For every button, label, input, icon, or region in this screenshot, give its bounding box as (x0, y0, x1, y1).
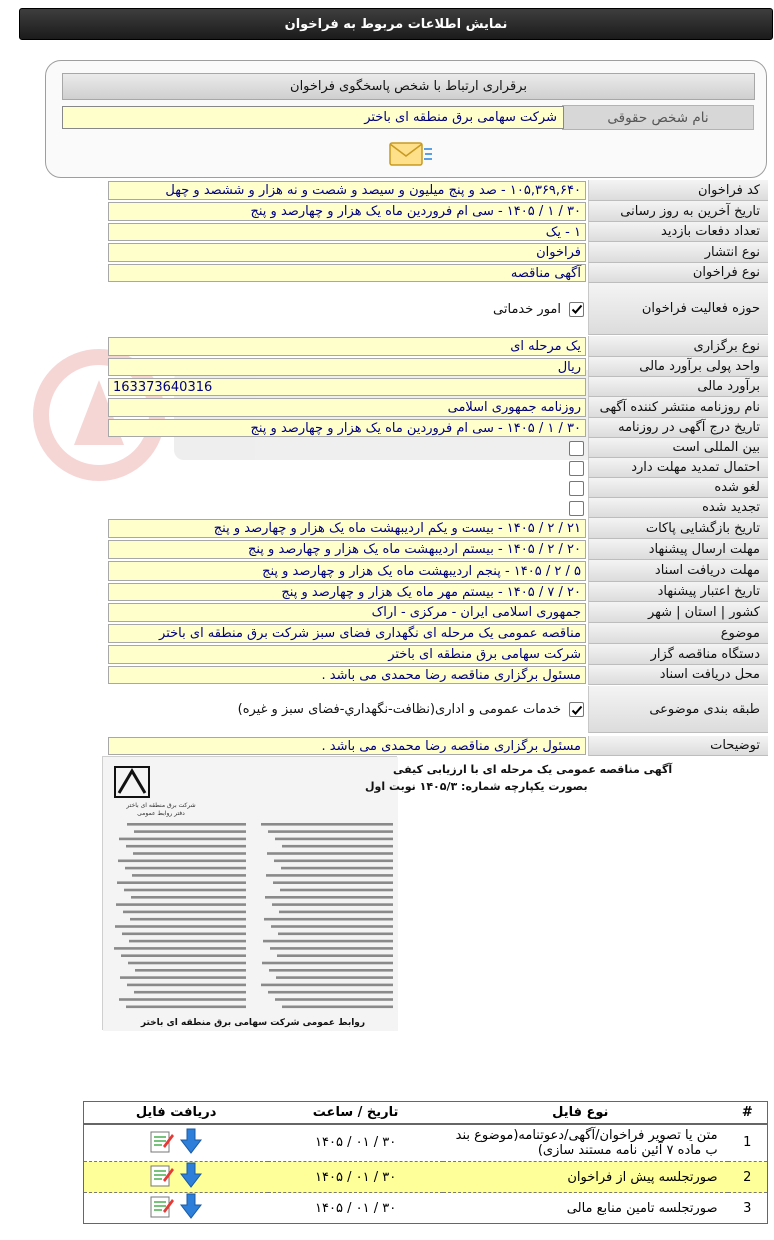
label-notes: توضیحات (588, 736, 768, 756)
label-submit-deadline: مهلت ارسال پیشنهاد (588, 539, 768, 560)
label-newspaper: نام روزنامه منتشر کننده آگهی (588, 397, 768, 418)
label-estimate: برآورد مالی (588, 377, 768, 397)
files-table (83, 1101, 768, 1224)
col-num: # (728, 1102, 768, 1124)
value-publish-type: فراخوان (108, 243, 586, 262)
edit-document-icon[interactable] (149, 1193, 175, 1219)
row-doc-deadline (108, 560, 768, 582)
ad-text-line (278, 933, 393, 936)
row-type: صورتجلسه پیش از فراخوان (443, 1162, 728, 1193)
ad-text-line (126, 845, 246, 848)
ad-text-line (128, 962, 246, 965)
value-news-date: ۳۰ / ۱ / ۱۴۰۵ - سی ام فروردین ماه یک هزار و چهارصد و پنج (108, 419, 586, 437)
ad-text-line (130, 918, 246, 921)
ad-text-line (261, 823, 393, 826)
ad-text-line (135, 969, 246, 972)
ad-text-line (116, 903, 246, 906)
label-cancelled: لغو شده (588, 478, 768, 498)
ad-text-line (281, 867, 393, 870)
value-organizer: شرکت سهامی برق منطقه ای باختر (108, 645, 586, 664)
ad-text-line (133, 852, 246, 855)
row-activity (108, 283, 768, 335)
row-publish-type (108, 242, 768, 263)
download-arrow-icon[interactable] (179, 1128, 203, 1154)
international-option (108, 438, 586, 458)
activity-value: امور خدماتی (493, 301, 561, 317)
label-extension: احتمال تمدید مهلت دارد (588, 458, 768, 478)
ad-text-line (266, 874, 393, 877)
row-download (84, 1124, 269, 1162)
extension-option (108, 458, 586, 478)
edit-document-icon[interactable] (149, 1128, 175, 1154)
value-subject: مناقصه عمومی یک مرحله ای نگهداری فضای سبز شرکت برق منطقه ای باختر (108, 624, 586, 643)
category-checkbox[interactable] (569, 702, 584, 717)
value-doc-deadline: ۵ / ۲ / ۱۴۰۵ - پنجم اردیبهشت ماه یک هزار و چهارصد و پنج (108, 561, 586, 581)
ad-text-line (262, 962, 393, 965)
ad-text-line (272, 903, 393, 906)
page-title: نمایش اطلاعات مربوط به فراخوان (284, 16, 508, 32)
ad-title-2: بصورت یکپارچه شماره: ۱۴۰۵/۳ نوبت اول (365, 780, 588, 793)
value-call-type: آگهی مناقصه (108, 264, 586, 282)
value-location: جمهوری اسلامی ایران - مرکزی - اراک (108, 603, 586, 622)
row-num: 3 (728, 1193, 768, 1224)
label-organizer: دستگاه مناقصه گزار (588, 644, 768, 665)
ad-text-line (120, 976, 246, 979)
international-checkbox[interactable] (569, 441, 584, 456)
download-arrow-icon[interactable] (179, 1193, 203, 1219)
ad-text-line (268, 991, 393, 994)
table-row (84, 1162, 768, 1193)
value-currency: ریال (108, 358, 586, 376)
value-notes: مسئول برگزاری مناقصه رضا محمدی می باشد . (108, 737, 586, 755)
label-renewed: تجدید شده (588, 498, 768, 518)
ad-text-line (282, 845, 393, 848)
row-date: ۳۰ / ۰۱ / ۱۴۰۵ (268, 1162, 443, 1193)
contact-panel (45, 60, 767, 178)
ad-text-line (276, 976, 393, 979)
row-submit-deadline (108, 539, 768, 560)
ad-text-line (132, 874, 246, 877)
ad-text-line (263, 940, 393, 943)
row-extension (108, 458, 768, 478)
check-icon (571, 303, 583, 315)
value-open-date: ۲۱ / ۲ / ۱۴۰۵ - بیست و یکم اردیبهشت ماه یک هزار و چهارصد و پنج (108, 519, 586, 538)
ad-text-line (131, 896, 246, 899)
label-holding-type: نوع برگزاری (588, 336, 768, 357)
row-visits (108, 222, 768, 242)
files-header-row (84, 1102, 768, 1124)
activity-checkbox[interactable] (569, 302, 584, 317)
ad-text-line (119, 838, 246, 841)
ad-text-line (282, 1006, 393, 1009)
ad-text-line (270, 947, 393, 950)
page-header (19, 8, 773, 40)
legal-person-value: شرکت سهامی برق منطقه ای باختر (62, 106, 564, 129)
ad-text-line (121, 954, 246, 957)
col-download: دریافت فایل (84, 1102, 269, 1124)
label-doc-place: محل دریافت اسناد (588, 665, 768, 685)
row-type: صورتجلسه تامین منابع مالی (443, 1193, 728, 1224)
value-holding-type: یک مرحله ای (108, 337, 586, 356)
row-location (108, 602, 768, 623)
label-doc-deadline: مهلت دریافت اسناد (588, 560, 768, 582)
edit-document-icon[interactable] (149, 1162, 175, 1188)
ad-org-1: شرکت برق منطقه ای باختر (126, 802, 196, 809)
value-visits: ۱ - یک (108, 223, 586, 241)
row-notes (108, 736, 768, 756)
ad-text-line (268, 830, 393, 833)
contact-responder-button[interactable]: برقراری ارتباط با شخص پاسخگوی فراخوان (62, 73, 755, 100)
category-value: خدمات عمومی و اداری(نظافت-نگهداري-فضای سبز و غیره) (237, 702, 561, 717)
ad-text-line (275, 838, 393, 841)
check-icon (571, 704, 583, 716)
label-category: طبقه بندی موضوعی (588, 686, 768, 733)
label-activity: حوزه فعالیت فراخوان (588, 283, 768, 335)
row-num: 2 (728, 1162, 768, 1193)
ad-text-line (277, 954, 393, 957)
row-download (84, 1162, 269, 1193)
label-news-date: تاریخ درج آگهی در روزنامه (588, 418, 768, 438)
label-code: کد فراخوان (588, 180, 768, 201)
row-num: 1 (728, 1124, 768, 1162)
label-validity: تاریخ اعتبار پیشنهاد (588, 582, 768, 602)
row-estimate (108, 377, 768, 397)
activity-option (108, 283, 586, 335)
ad-text-line (280, 889, 393, 892)
label-last-update: تاریخ آخرین به روز رسانی (588, 201, 768, 222)
renewed-option (108, 498, 586, 518)
cancelled-checkbox[interactable] (569, 481, 584, 496)
ad-text-line (134, 830, 246, 833)
advertisement-graphic (103, 757, 673, 1031)
row-call-type (108, 263, 768, 283)
cancelled-option (108, 478, 586, 498)
ad-text-line (123, 911, 246, 914)
advertisement-image (102, 756, 673, 1030)
download-arrow-icon[interactable] (179, 1162, 203, 1188)
row-cancelled (108, 478, 768, 498)
ad-title-1: آگهی مناقصه عمومی یک مرحله ای با ارزیابی کیفی (393, 763, 673, 776)
ad-text-line (275, 998, 393, 1001)
row-news-date (108, 418, 768, 438)
ad-text-line (264, 918, 393, 921)
ad-text-line (126, 1006, 246, 1009)
ad-text-line (129, 940, 246, 943)
value-newspaper: روزنامه جمهوری اسلامی (108, 398, 586, 417)
label-international: بین المللی است (588, 438, 768, 458)
value-estimate: 163373640316 (108, 378, 586, 396)
row-subject (108, 623, 768, 644)
ad-text-line (114, 947, 246, 950)
ad-text-line (261, 984, 393, 987)
row-open-date (108, 518, 768, 539)
ad-text-line (119, 998, 246, 1001)
ad-org-2: دفتر روابط عمومی (137, 810, 185, 817)
value-submit-deadline: ۲۰ / ۲ / ۱۴۰۵ - بیستم اردیبهشت ماه یک هزار و چهارصد و پنج (108, 540, 586, 559)
label-visits: تعداد دفعات بازدید (588, 222, 768, 242)
row-newspaper (108, 397, 768, 418)
extension-checkbox[interactable] (569, 461, 584, 476)
ad-text-line (124, 889, 246, 892)
ad-text-line (115, 925, 246, 928)
row-category (108, 686, 768, 733)
ad-text-line (125, 867, 246, 870)
ad-text-line (127, 984, 246, 987)
ad-text-line (118, 860, 246, 863)
row-code (108, 180, 768, 201)
ad-text-line (127, 823, 246, 826)
value-last-update: ۳۰ / ۱ / ۱۴۰۵ - سی ام فروردین ماه یک هزار و چهارصد و پنج (108, 202, 586, 221)
ad-text-line (274, 860, 393, 863)
row-date: ۳۰ / ۰۱ / ۱۴۰۵ (268, 1193, 443, 1224)
ad-text-line (122, 933, 246, 936)
renewed-checkbox[interactable] (569, 501, 584, 516)
table-row (84, 1124, 768, 1162)
ad-text-line (279, 911, 393, 914)
row-last-update (108, 201, 768, 222)
ad-text-line (117, 881, 246, 884)
label-call-type: نوع فراخوان (588, 263, 768, 283)
label-open-date: تاریخ بازگشایی پاکات (588, 518, 768, 539)
ad-text-line (265, 896, 393, 899)
row-organizer (108, 644, 768, 665)
row-holding-type (108, 336, 768, 357)
category-option (108, 686, 586, 733)
ad-text-line (134, 991, 246, 994)
ad-text-line (271, 925, 393, 928)
label-location: کشور | استان | شهر (588, 602, 768, 623)
row-international (108, 438, 768, 458)
row-renewed (108, 498, 768, 518)
ad-text-line (273, 881, 393, 884)
value-code: ۱۰۵,۳۶۹,۶۴۰ - صد و پنج میلیون و سیصد و شصت و نه هزار و ششصد و چهل (108, 181, 586, 200)
legal-person-label: نام شخص حقوقی (562, 105, 754, 130)
label-publish-type: نوع انتشار (588, 242, 768, 263)
row-validity (108, 582, 768, 602)
row-date: ۳۰ / ۰۱ / ۱۴۰۵ (268, 1124, 443, 1162)
ad-footer: روابط عمومی شرکت سهامی برق منطقه ای باختر (140, 1018, 366, 1028)
label-subject: موضوع (588, 623, 768, 644)
col-date: تاریخ / ساعت (268, 1102, 443, 1124)
row-doc-place (108, 665, 768, 685)
ad-text-line (269, 969, 393, 972)
envelope-icon[interactable] (386, 139, 434, 171)
table-row (84, 1193, 768, 1224)
label-currency: واحد پولی برآورد مالی (588, 357, 768, 377)
value-doc-place: مسئول برگزاری مناقصه رضا محمدی می باشد . (108, 666, 586, 684)
col-type: نوع فایل (443, 1102, 728, 1124)
row-type: متن یا تصویر فراخوان/آگهی/دعوتنامه(موضوع بند ب ماده ۷ آئین نامه مستند سازی) (443, 1124, 728, 1162)
ad-text-line (267, 852, 393, 855)
row-download (84, 1193, 269, 1224)
row-currency (108, 357, 768, 377)
value-validity: ۲۰ / ۷ / ۱۴۰۵ - بیستم مهر ماه یک هزار و چهارصد و پنج (108, 583, 586, 601)
